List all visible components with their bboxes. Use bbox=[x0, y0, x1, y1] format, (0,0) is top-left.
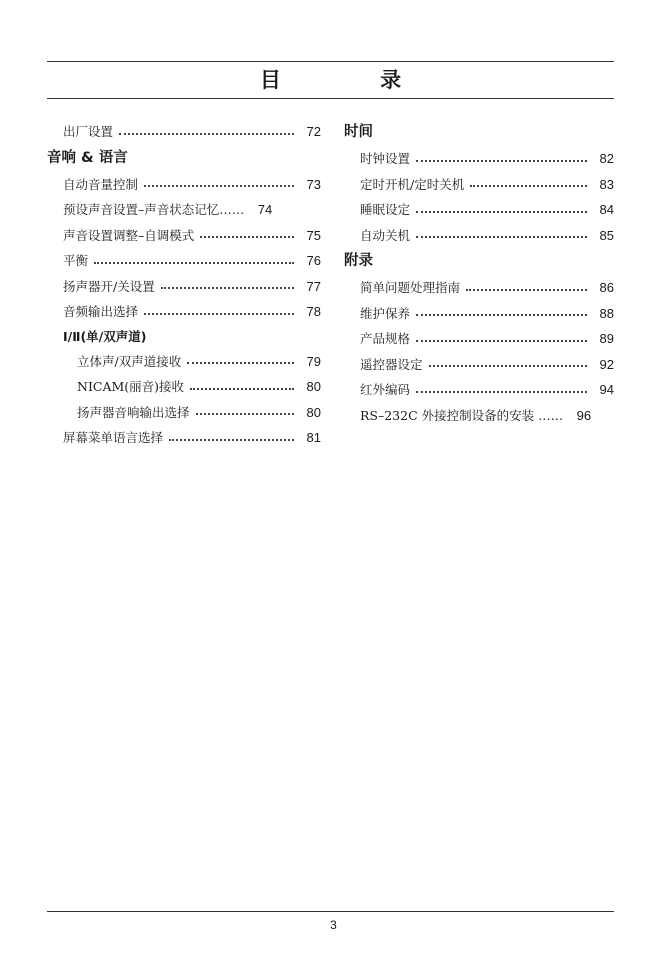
toc-entry[interactable] bbox=[344, 275, 614, 301]
toc-entry-page: 82 bbox=[599, 151, 614, 166]
toc-entry-label: 预设声音设置–声音状态记忆…… bbox=[63, 202, 245, 217]
page-number: 3 bbox=[330, 918, 337, 932]
dot-leader bbox=[144, 313, 294, 315]
toc-entry-page: 89 bbox=[599, 331, 614, 346]
toc-entry-page: 92 bbox=[599, 356, 614, 372]
toc-entry[interactable] bbox=[344, 377, 614, 403]
dot-leader bbox=[119, 133, 294, 135]
dot-leader bbox=[416, 314, 587, 316]
toc-entry-label: NICAM(丽音)接收 bbox=[77, 379, 185, 394]
toc-entry[interactable] bbox=[47, 119, 321, 145]
toc-entry[interactable] bbox=[47, 425, 321, 451]
dot-leader bbox=[470, 185, 587, 187]
toc-entry[interactable] bbox=[344, 301, 614, 327]
title-rule bbox=[47, 98, 614, 99]
section-heading-audio: 音响 & 语言 bbox=[47, 149, 128, 166]
toc-entry-page: 81 bbox=[306, 430, 321, 445]
top-rule bbox=[47, 61, 614, 62]
toc-entry-label: 自动关机 bbox=[360, 227, 411, 243]
toc-entry-label: 产品规格 bbox=[360, 331, 411, 346]
toc-entry-label: 遥控器设定 bbox=[360, 356, 423, 372]
toc-entry-label: 扬声器音响输出选择 bbox=[77, 404, 190, 420]
toc-entry[interactable] bbox=[47, 374, 321, 400]
toc-entry[interactable] bbox=[344, 403, 614, 429]
toc-entry-label: 睡眠设定 bbox=[360, 202, 411, 217]
toc-entry[interactable] bbox=[47, 223, 321, 249]
toc-entry-page: 72 bbox=[306, 124, 321, 139]
dot-leader bbox=[429, 365, 587, 367]
dot-leader bbox=[196, 413, 294, 415]
toc-entry-page: 83 bbox=[599, 176, 614, 192]
toc-entry[interactable] bbox=[344, 146, 614, 172]
dot-leader bbox=[416, 340, 587, 342]
toc-entry-page: 86 bbox=[599, 280, 614, 295]
toc-entry-label: 时钟设置 bbox=[360, 151, 411, 166]
dot-leader bbox=[94, 262, 294, 264]
toc-entry[interactable] bbox=[47, 197, 321, 223]
toc-right-column bbox=[344, 119, 614, 428]
toc-left-column bbox=[47, 119, 321, 451]
toc-entry-page: 74 bbox=[257, 202, 273, 217]
toc-entry-label: 扬声器开/关设置 bbox=[63, 278, 155, 294]
toc-entry-page: 76 bbox=[306, 253, 321, 268]
page-title: 目 录 bbox=[259, 68, 448, 92]
dot-leader bbox=[416, 391, 587, 393]
toc-entry[interactable] bbox=[47, 274, 321, 300]
toc-entry-page: 80 bbox=[306, 404, 321, 420]
toc-entry-page: 94 bbox=[599, 382, 614, 397]
toc-entry-page: 73 bbox=[306, 176, 321, 192]
toc-entry-page: 77 bbox=[306, 278, 321, 294]
dot-leader bbox=[466, 289, 587, 291]
toc-entry-label: 平衡 bbox=[63, 253, 89, 268]
toc-entry-label: 音频输出选择 bbox=[63, 304, 139, 319]
dot-leader bbox=[161, 287, 294, 289]
toc-entry-page: 78 bbox=[306, 304, 321, 319]
dot-leader bbox=[144, 185, 294, 187]
dot-leader bbox=[416, 236, 587, 238]
toc-entry-page: 75 bbox=[306, 227, 321, 243]
toc-entry[interactable] bbox=[344, 326, 614, 352]
toc-entry[interactable] bbox=[344, 197, 614, 223]
toc-entry[interactable] bbox=[344, 172, 614, 198]
toc-entry[interactable] bbox=[47, 349, 321, 375]
toc-entry-page: 96 bbox=[576, 407, 592, 423]
section-heading-appendix: 附录 bbox=[344, 253, 373, 269]
toc-entry[interactable] bbox=[47, 248, 321, 274]
dot-leader bbox=[416, 160, 587, 162]
dot-leader bbox=[416, 211, 587, 213]
toc-entry-label: RS–232C 外接控制设备的安装 …… bbox=[360, 407, 564, 423]
dot-leader bbox=[169, 439, 294, 441]
dot-leader bbox=[187, 362, 294, 364]
toc-entry-label: 立体声/双声道接收 bbox=[77, 353, 182, 369]
toc-entry-label: 屏幕菜单语言选择 bbox=[63, 430, 164, 445]
subsection-heading-channels: Ⅰ/Ⅱ(单/双声道) bbox=[63, 328, 147, 344]
toc-entry[interactable] bbox=[344, 223, 614, 249]
section-heading-time: 时间 bbox=[344, 124, 373, 140]
toc-entry-label: 出厂设置 bbox=[63, 124, 114, 139]
bottom-rule bbox=[47, 911, 614, 912]
toc-entry-label: 维护保养 bbox=[360, 305, 411, 321]
toc-entry-label: 简单问题处理指南 bbox=[360, 280, 461, 295]
toc-entry-label: 定时开机/定时关机 bbox=[360, 176, 465, 192]
dot-leader bbox=[190, 388, 294, 390]
toc-entry-label: 自动音量控制 bbox=[63, 176, 139, 192]
toc-entry[interactable] bbox=[47, 172, 321, 198]
toc-entry-label: 声音设置调整–自调模式 bbox=[63, 227, 195, 243]
toc-entry[interactable] bbox=[47, 400, 321, 426]
toc-entry-page: 88 bbox=[599, 305, 614, 321]
toc-entry-page: 84 bbox=[599, 202, 614, 217]
toc-entry[interactable] bbox=[47, 299, 321, 325]
toc-entry-page: 79 bbox=[306, 353, 321, 369]
toc-entry-page: 85 bbox=[599, 227, 614, 243]
toc-entry[interactable] bbox=[344, 352, 614, 378]
dot-leader bbox=[200, 236, 294, 238]
toc-entry-page: 80 bbox=[306, 379, 321, 394]
toc-entry-label: 红外编码 bbox=[360, 382, 411, 397]
